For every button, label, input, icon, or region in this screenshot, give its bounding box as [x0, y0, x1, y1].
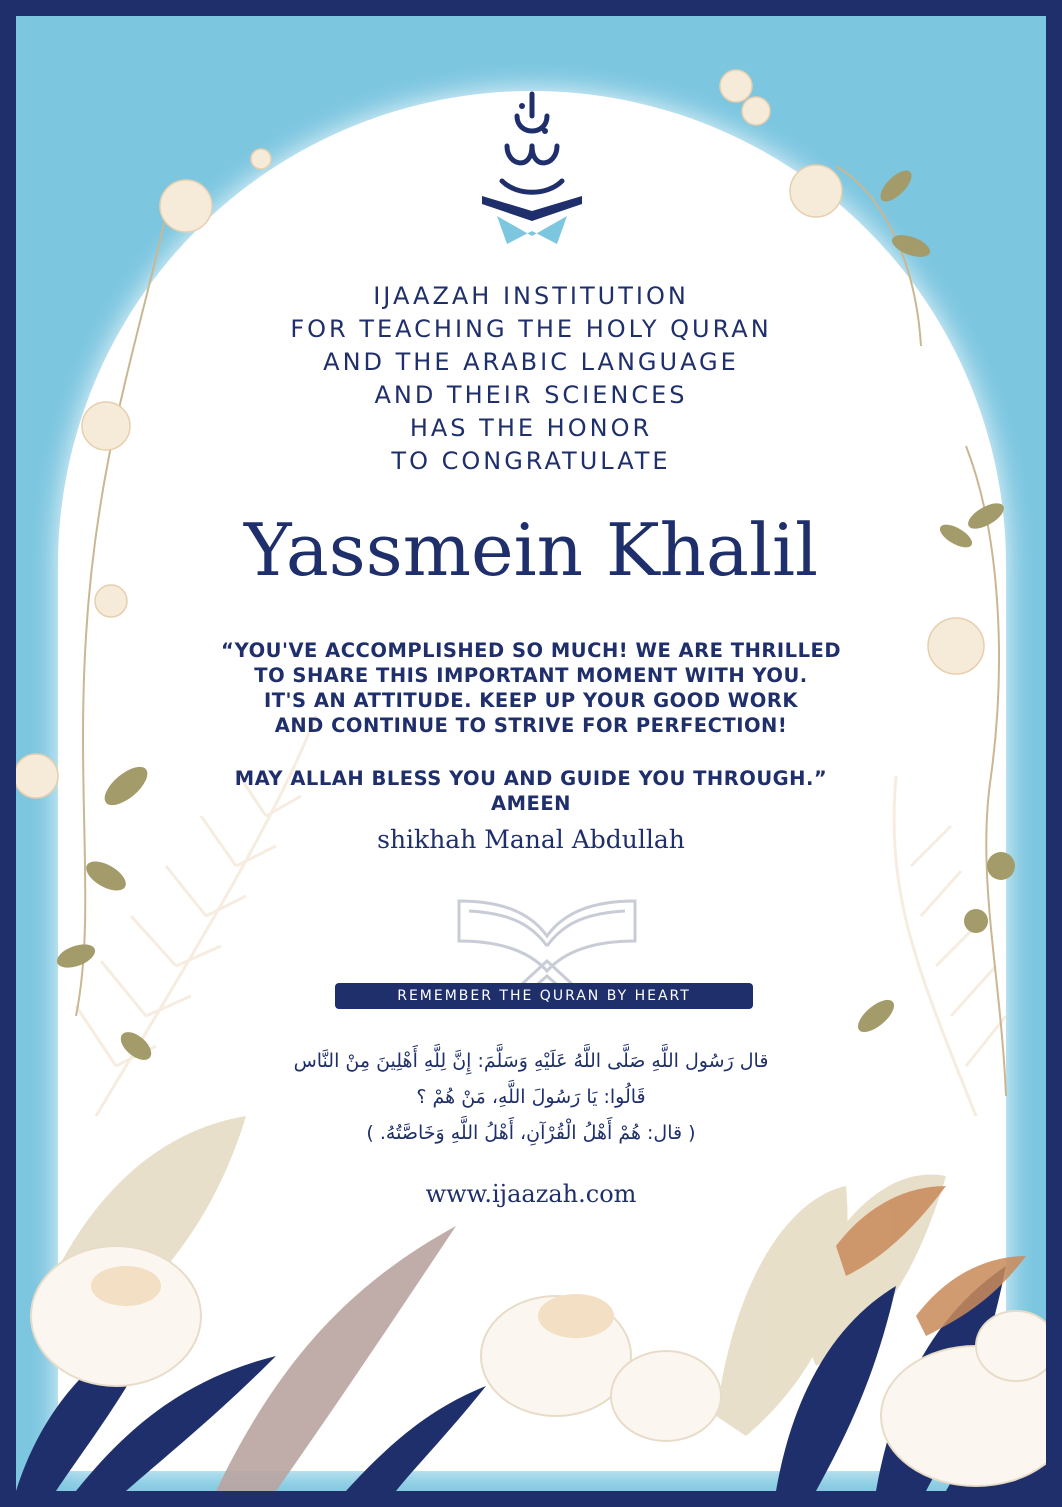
blessing-line: MAY ALLAH BLESS YOU AND GUIDE YOU THROUGH.” — [234, 767, 828, 790]
quote-line: TO SHARE THIS IMPORTANT MOMENT WITH YOU. — [254, 664, 808, 687]
congratulation-quote — [0, 638, 1062, 738]
hadith-line: قال رَسُول اللَّهِ صَلَّى اللَّهُ عَلَيْهِ وَسَلَّمَ: إِنَّ لِلَّهِ أَهْلِينَ مِنْ النَّاس — [293, 1050, 769, 1072]
institution-line: TO CONGRATULATE — [391, 447, 671, 475]
institution-text — [0, 280, 1062, 478]
quote-line: AND CONTINUE TO STRIVE FOR PERFECTION! — [274, 714, 788, 737]
institution-line: IJAAZAH INSTITUTION — [373, 282, 689, 310]
recipient-name: Yassmein Khalil — [243, 508, 819, 592]
signatory-name: shikhah Manal Abdullah — [377, 825, 685, 854]
quote-line: “YOU'VE ACCOMPLISHED SO MUCH! WE ARE THRILLED — [220, 639, 842, 662]
blessing-text — [0, 766, 1062, 816]
institution-line: HAS THE HONOR — [409, 414, 653, 442]
hadith-text — [0, 1043, 1062, 1151]
blessing-line: AMEEN — [491, 792, 571, 815]
remember-quran-banner: REMEMBER THE QURAN BY HEART — [335, 983, 753, 1009]
website-link[interactable]: www.ijaazah.com — [425, 1180, 637, 1208]
institution-line: AND THEIR SCIENCES — [374, 381, 688, 409]
institution-line: AND THE ARABIC LANGUAGE — [323, 348, 739, 376]
ijaazah-logo-icon — [477, 86, 587, 246]
quote-line: IT'S AN ATTITUDE. KEEP UP YOUR GOOD WORK — [263, 689, 799, 712]
certificate-background — [16, 16, 1046, 1491]
hadith-line: قَالُوا: يَا رَسُولَ اللَّهِ، مَنْ هُمْ ؟ — [416, 1086, 646, 1108]
hadith-line: ( قال: هُمْ أَهْلُ الْقُرْآنِ، أَهْلُ اللَّهِ وَخَاصَّتُهُ. ) — [366, 1122, 696, 1144]
institution-line: FOR TEACHING THE HOLY QURAN — [290, 315, 772, 343]
